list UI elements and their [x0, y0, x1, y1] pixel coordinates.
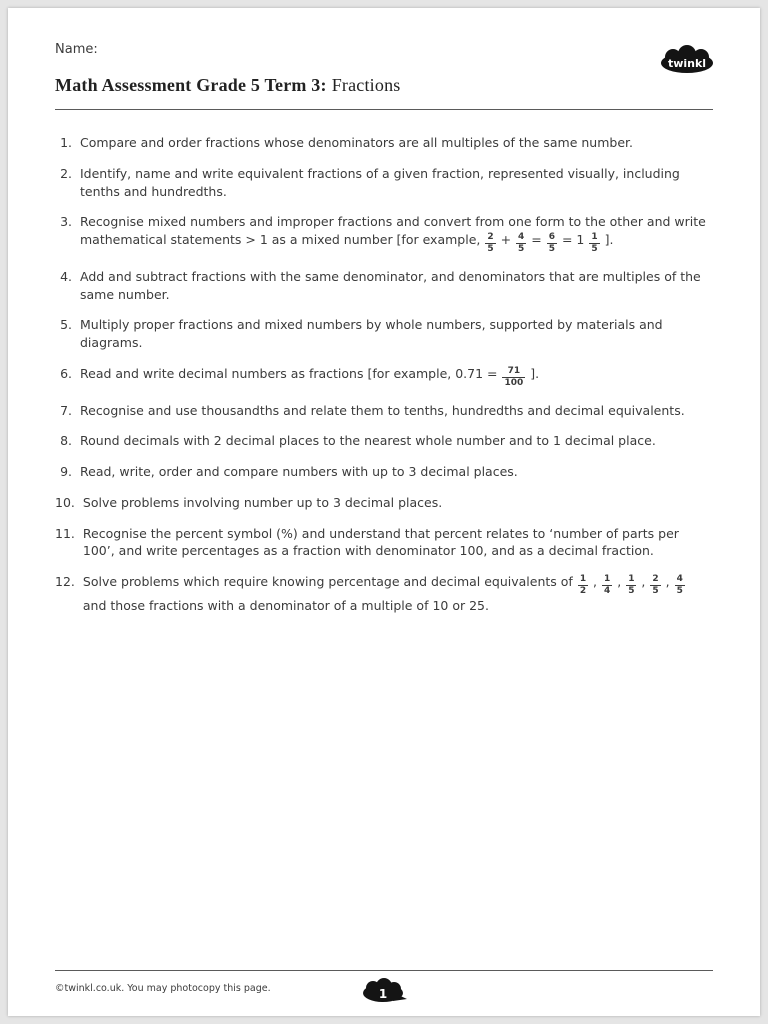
objective-text: Add and subtract fractions with the same denominator, and denominators that are multiples of the same number.	[80, 268, 701, 302]
objective-text: Solve problems involving number up to 3 decimal places.	[82, 494, 443, 510]
objective-item	[55, 525, 713, 561]
fraction: $\frac{6}{5}$	[548, 232, 555, 254]
objective-number: 1.	[60, 135, 72, 150]
objective-text: Compare and order fractions whose denominators are all multiples of the same number.	[80, 135, 633, 150]
objective-text: Recognise mixed numbers and improper fractions and convert from one form to the other and write mathematical statements > 1 as a mixed number [for example, $\frac{2}{5}$ + $\frac{4}{5}$ = $\frac{6}{5}$ = 1 $\frac{1}{5}$ ].	[80, 214, 706, 254]
fraction: $\frac{71}{100}$	[504, 366, 524, 388]
objective-item	[55, 268, 713, 304]
objective-number: 9.	[60, 464, 72, 480]
objective-text: Multiply proper fractions and mixed numbers by whole numbers, supported by materials and diagrams.	[80, 317, 663, 351]
fraction: $\frac{2}{5}$	[652, 574, 659, 597]
copyright-text: ©twinkl.co.uk. You may photocopy this page.	[55, 983, 271, 994]
objective-item	[55, 165, 713, 201]
objective-item	[55, 463, 713, 481]
twinkl-logo-text: twinkl	[667, 57, 707, 70]
name-label: Name:	[55, 42, 98, 57]
objective-text: Read, write, order and compare numbers with up to 3 decimal places.	[80, 464, 518, 480]
objective-item	[55, 213, 713, 255]
objective-item	[55, 573, 713, 615]
fraction: $\frac{1}{5}$	[591, 232, 598, 254]
objective-number: 3.	[60, 214, 72, 230]
objective-item	[55, 134, 713, 152]
objective-number: 4.	[60, 268, 72, 284]
objective-text: Identify, name and write equivalent fractions of a given fraction, represented visually, including tenths and hundredths.	[80, 165, 680, 199]
page-footer	[55, 970, 713, 1006]
objective-number: 11.	[55, 525, 75, 541]
fraction: $\frac{1}{2}$	[579, 574, 587, 597]
page-title-subject: Fractions	[331, 75, 401, 95]
objective-number: 6.	[60, 365, 72, 381]
objective-item	[55, 402, 713, 420]
page-number: 1	[378, 987, 388, 1001]
page-title-main: Math Assessment Grade 5 Term 3:	[55, 75, 327, 95]
objective-text: Solve problems which require knowing percentage and decimal equivalents of $\frac{1}{2}$ , $\frac{1}{4}$ , $\frac{1}{5}$ , $\frac{2}{5}$ , $\frac{4}{5}$ and those fractions with a denominator of a multiple of 10 or 25.	[83, 573, 713, 615]
objective-number: 2.	[60, 165, 72, 181]
worksheet-page	[8, 8, 760, 1016]
fraction: $\frac{4}{5}$	[518, 232, 525, 254]
objective-text: Read and write decimal numbers as fractions [for example, 0.71 = $\frac{71}{100}$ ].	[80, 365, 540, 388]
fraction: $\frac{2}{5}$	[487, 232, 494, 254]
objectives-list	[55, 134, 713, 615]
objective-item	[55, 365, 713, 389]
twinkl-logo-icon	[658, 44, 716, 74]
objective-number: 10.	[55, 494, 75, 510]
objective-number: 8.	[60, 433, 72, 449]
objective-number: 7.	[60, 402, 72, 418]
objective-text: Round decimals with 2 decimal places to the nearest whole number and to 1 decimal place.	[80, 433, 656, 449]
objective-text: Recognise and use thousandths and relate them to tenths, hundredths and decimal equivalents.	[80, 402, 685, 418]
objective-item	[55, 432, 713, 450]
fraction: $\frac{1}{4}$	[604, 574, 611, 597]
fraction: $\frac{4}{5}$	[676, 574, 683, 597]
title-divider	[55, 109, 713, 110]
page-title	[55, 75, 713, 96]
objective-number: 5.	[60, 317, 72, 333]
objective-text: Recognise the percent symbol (%) and understand that percent relates to ‘number of parts per 100’, and write percentages as a fraction with denominator 100, and as a decimal fraction.	[82, 525, 679, 559]
objective-item	[55, 316, 713, 352]
page-number-badge	[360, 976, 408, 1004]
objective-number: 12.	[55, 574, 75, 590]
fraction: $\frac{1}{5}$	[628, 574, 635, 597]
objective-item	[55, 494, 713, 512]
